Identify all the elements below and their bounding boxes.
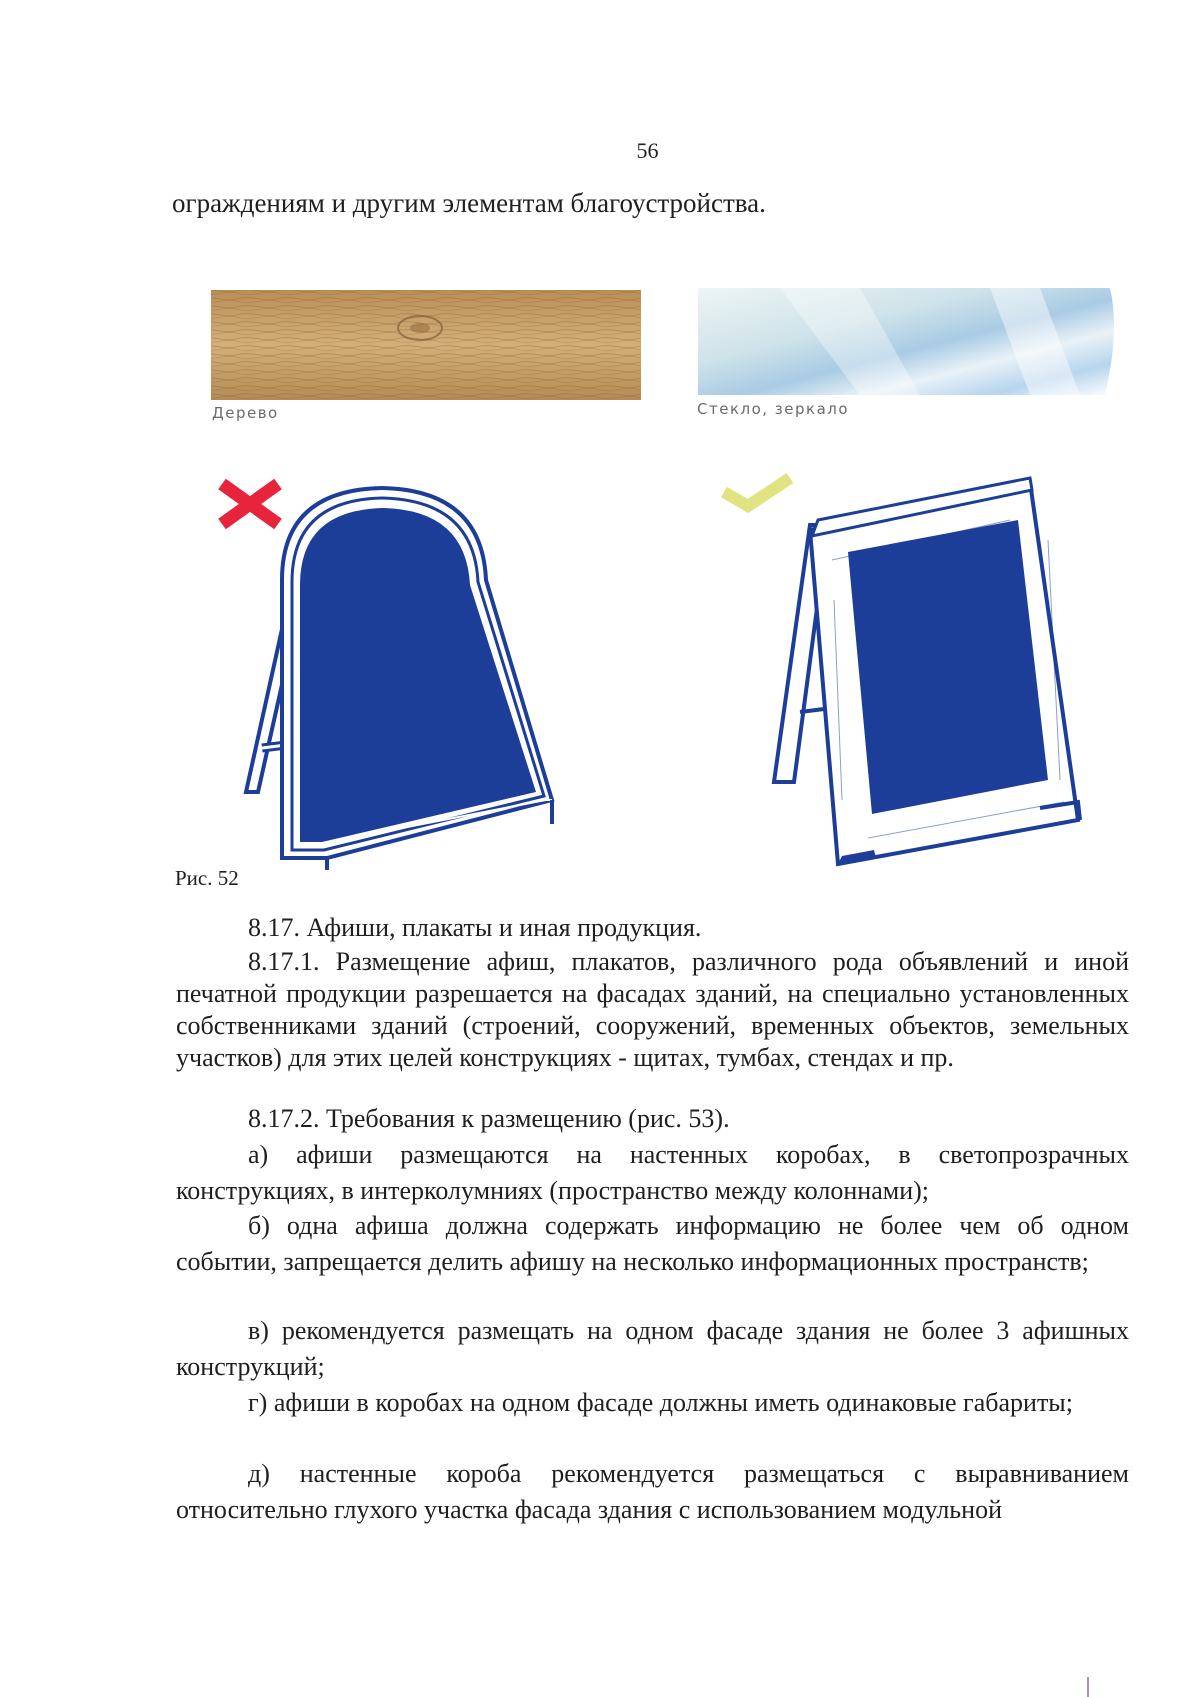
list-item-a: а) афиши размещаются на настенных коробах, в светопрозрачных конструкциях, в интерколумниях (пространство между колоннами); (176, 1140, 1129, 1205)
list-item-g: г) афиши в коробах на одном фасаде должны иметь одинаковые габариты; (248, 1388, 1073, 1417)
wood-swatch (211, 290, 641, 400)
arched-aframe-board (246, 488, 552, 870)
list-item-b: б) одна афиша должна содержать информацию не более чем об одном событии, запрещается делить афишу на несколько информационных пространств; (176, 1211, 1129, 1276)
glass-material-label: Стекло, зеркало (697, 400, 850, 418)
section-heading: 8.17. Афиши, плакаты и иная продукция. (248, 913, 702, 942)
wooden-aframe-board (774, 478, 1080, 864)
list-item-v: в) рекомендуется размещать на одном фасаде здания не более 3 афишных конструкций; (176, 1316, 1129, 1381)
paragraph-8-17-2: 8.17.2. Требования к размещению (рис. 53). (248, 1104, 730, 1133)
list-item-d: д) настенные короба рекомендуется размещаться с выравниванием относительно глухого участка фасада здания с использованием модульной (176, 1459, 1129, 1524)
scan-edge-mark (1087, 1677, 1089, 1697)
cross-icon (222, 484, 278, 524)
check-icon (724, 478, 790, 506)
page-number: 56 (636, 138, 659, 163)
paragraph-8-17-1: 8.17.1. Размещение афиш, плакатов, различного рода объявлений и иной печатной продукции разрешается на фасадах зданий, на специально установленных собственниками зданий (строений, сооружений, временных объектов, земельных участков) для этих целей конструкциях - щитах, тумбах, стендах и пр. (176, 947, 1129, 1072)
wood-material-label: Дерево (212, 404, 279, 422)
glass-swatch (698, 288, 1114, 395)
figure-caption: Рис. 52 (175, 866, 239, 890)
continued-text-line: ограждениям и другим элементам благоустройства. (172, 188, 766, 218)
